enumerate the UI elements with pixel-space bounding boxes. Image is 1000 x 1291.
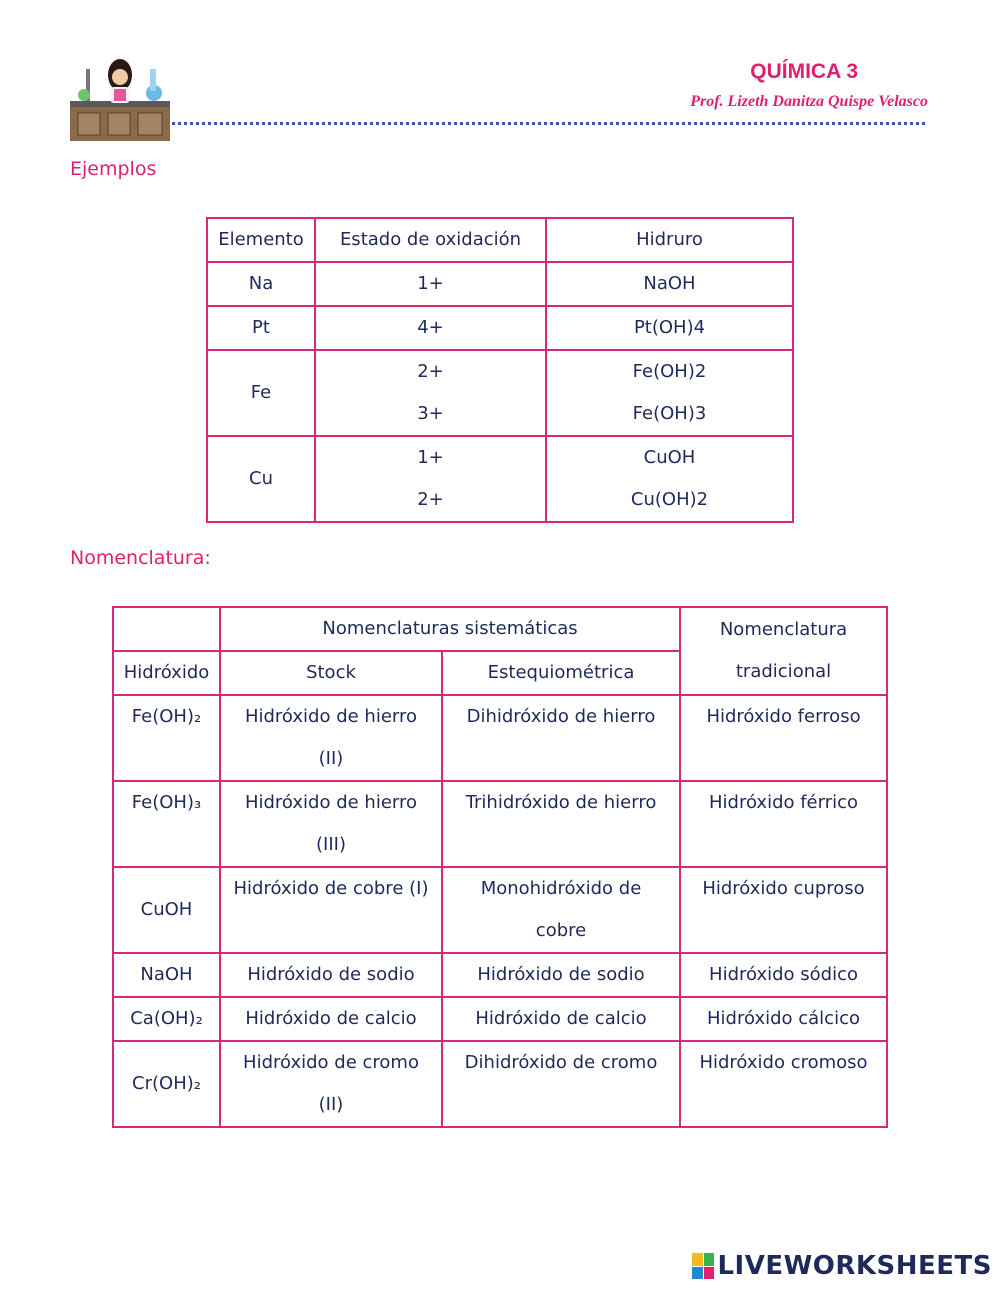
traditional-cell: Hidróxido cuproso [680, 867, 887, 953]
element-cell: Na [207, 262, 315, 306]
esteq-name: cobre [535, 920, 587, 941]
stock-cell: Hidróxido de sodio [220, 953, 442, 997]
traditional-cell: Hidróxido cálcico [680, 997, 887, 1041]
oxidation-state-cell [315, 436, 546, 522]
element-cell: Pt [207, 306, 315, 350]
oxidation-state: 2+ [417, 489, 444, 510]
header-divider [172, 122, 925, 125]
table-header-row [207, 218, 793, 262]
traditional-header [680, 607, 887, 695]
section-heading-ejemplos: Ejemplos [70, 158, 157, 180]
compound-cell [546, 350, 793, 436]
formula-cell: NaOH [113, 953, 220, 997]
brand-name: LIVEWORKSHEETS [717, 1251, 992, 1281]
traditional-header-line: tradicional [735, 661, 832, 682]
systematic-group-header: Nomenclaturas sistemáticas [220, 607, 680, 651]
stock-cell: Hidróxido de calcio [220, 997, 442, 1041]
table-row [207, 306, 793, 350]
chemist-lab-logo [70, 55, 170, 141]
traditional-cell: Hidróxido cromoso [680, 1041, 887, 1127]
table-row [113, 1041, 887, 1127]
formula-cell: Cr(OH)₂ [113, 1041, 220, 1127]
header-cell-hidroxido: Hidróxido [113, 651, 220, 695]
table-row [207, 262, 793, 306]
compound: Cu(OH)2 [630, 489, 709, 510]
table-row [113, 781, 887, 867]
compound-cell: Pt(OH)4 [546, 306, 793, 350]
oxidation-state-cell [315, 350, 546, 436]
header-cell: Elemento [207, 218, 315, 262]
stock-cell [220, 781, 442, 867]
traditional-cell: Hidróxido ferroso [680, 695, 887, 781]
formula-cell: CuOH [113, 867, 220, 953]
stock-name: (II) [318, 748, 344, 769]
stock-name: (III) [316, 834, 346, 855]
traditional-cell: Hidróxido sódico [680, 953, 887, 997]
oxidation-state: 1+ [417, 447, 444, 468]
compound: Fe(OH)2 [632, 361, 707, 382]
oxidation-state: 3+ [417, 403, 444, 424]
oxidation-state: 2+ [417, 361, 444, 382]
section-heading-nomenclatura: Nomenclatura: [70, 547, 211, 569]
course-title: QUÍMICA 3 [750, 60, 858, 83]
table-row [113, 695, 887, 781]
esteq-name: Monohidróxido de [480, 878, 642, 899]
table-header-row [113, 607, 887, 651]
stock-name: (II) [318, 1094, 344, 1115]
compound-cell [546, 436, 793, 522]
table-row [113, 997, 887, 1041]
stock-cell [220, 695, 442, 781]
header-cell: Estado de oxidación [315, 218, 546, 262]
esteq-name: Dihidróxido de cromo [464, 1052, 658, 1073]
traditional-header-line: Nomenclatura [719, 619, 848, 640]
esteq-cell: Hidróxido de sodio [442, 953, 680, 997]
header-cell-stock: Stock [220, 651, 442, 695]
stock-cell [220, 1041, 442, 1127]
esteq-cell [442, 1041, 680, 1127]
formula-cell: Ca(OH)₂ [113, 997, 220, 1041]
table-row [207, 436, 793, 522]
element-cell: Cu [207, 436, 315, 522]
stock-name: Hidróxido de hierro [244, 792, 418, 813]
stock-name: Hidróxido de hierro [244, 706, 418, 727]
formula-cell: Fe(OH)₃ [113, 781, 220, 867]
table-row [113, 867, 887, 953]
stock-cell: Hidróxido de cobre (I) [220, 867, 442, 953]
teacher-name: Prof. Lizeth Danitza Quispe Velasco [690, 93, 928, 110]
empty-header-cell [113, 607, 220, 651]
esteq-cell: Hidróxido de calcio [442, 997, 680, 1041]
compound: CuOH [643, 447, 696, 468]
traditional-cell: Hidróxido férrico [680, 781, 887, 867]
esteq-name: Dihidróxido de hierro [466, 706, 656, 727]
compound-cell: NaOH [546, 262, 793, 306]
nomenclature-table [112, 606, 888, 1128]
stock-name: Hidróxido de cromo [243, 1052, 419, 1073]
compound: Fe(OH)3 [632, 403, 707, 424]
formula-cell: Fe(OH)₂ [113, 695, 220, 781]
esteq-cell [442, 695, 680, 781]
esteq-cell [442, 867, 680, 953]
table-row [113, 953, 887, 997]
oxidation-state-cell: 4+ [315, 306, 546, 350]
oxidation-states-table [206, 217, 794, 523]
header-cell-estequiometrica: Estequiométrica [442, 651, 680, 695]
liveworksheets-icon [692, 1253, 714, 1279]
liveworksheets-logo[interactable] [692, 1251, 992, 1281]
oxidation-state-cell: 1+ [315, 262, 546, 306]
element-cell: Fe [207, 350, 315, 436]
table-row [207, 350, 793, 436]
esteq-cell: Trihidróxido de hierro [442, 781, 680, 867]
header-cell: Hidruro [546, 218, 793, 262]
